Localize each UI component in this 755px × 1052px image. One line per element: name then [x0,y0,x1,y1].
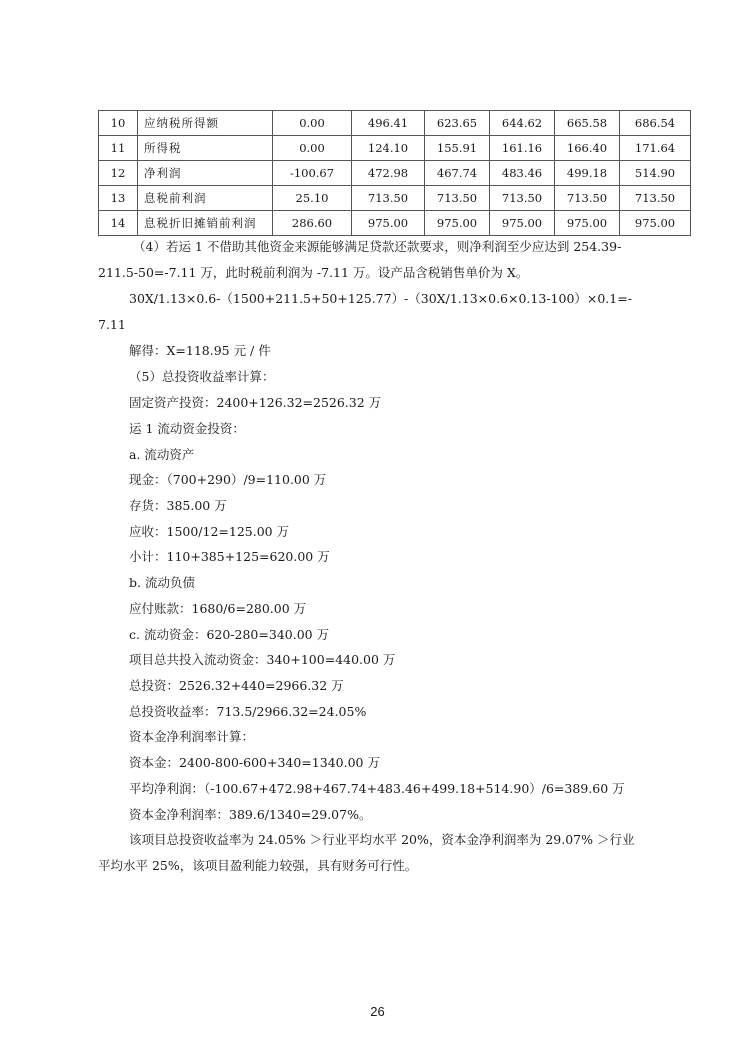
table-row [99,211,691,236]
value-cell: 155.91 [425,136,490,161]
value-cell: -100.67 [273,161,352,186]
conclusion-line1: 该项目总投资收益率为 24.05% ＞行业平均水平 20%，资本金净利润率为 29.07% ＞行业 [129,832,635,847]
conclusion-line2: 平均水平 25%，该项目盈利能力较强，具有财务可行性。 [98,858,418,873]
value-cell: 161.16 [490,136,555,161]
equation-line2: 7.11 [98,317,126,332]
equity-capital-line: 资本金：2400-800-600+340=1340.00 万 [129,755,380,770]
row-number-cell: 11 [99,136,138,161]
row-number-cell: 12 [99,161,138,186]
value-cell: 623.65 [425,111,490,136]
value-cell: 166.40 [555,136,620,161]
receivables-line: 应收：1500/12=125.00 万 [129,524,290,539]
total-working-capital-line: 项目总共投入流动资金：340+100=440.00 万 [129,652,396,667]
row-number-cell: 14 [99,211,138,236]
row-label-cell: 息税折旧摊销前利润 [138,211,273,236]
table-row [99,111,691,136]
equity-return-line: 资本金净利润率：389.6/1340=29.07%。 [129,807,372,822]
value-cell: 171.64 [620,136,691,161]
paragraph-4-line1: （4）若运 1 不借助其他资金来源能够满足贷款还款要求，则净利润至少应达到 254.39- [133,239,622,254]
value-cell: 975.00 [490,211,555,236]
value-cell: 483.46 [490,161,555,186]
working-capital-line: c. 流动资金：620-280=340.00 万 [129,627,330,642]
fixed-asset-investment: 固定资产投资：2400+126.32=2526.32 万 [129,395,382,410]
average-net-profit-line: 平均净利润：（-100.67+472.98+467.74+483.46+499.18+514.90）/6=389.60 万 [129,781,625,796]
roi-line: 总投资收益率：713.5/2966.32=24.05% [129,704,367,719]
equation-line1: 30X/1.13×0.6-（1500+211.5+50+125.77）-（30X/1.13×0.6×0.13-100）×0.1=- [129,291,632,306]
cash-line: 现金：（700+290）/9=110.00 万 [129,472,327,487]
value-cell: 0.00 [273,111,352,136]
value-cell: 975.00 [425,211,490,236]
total-investment-line: 总投资：2526.32+440=2966.32 万 [129,678,344,693]
row-label-cell: 息税前利润 [138,186,273,211]
row-label-cell: 应纳税所得额 [138,111,273,136]
working-capital-heading: 运 1 流动资金投资： [129,421,245,436]
paragraph-4-line2: 211.5-50=-7.11 万，此时税前利润为 -7.11 万。设产品含税销售单价为 X。 [98,265,529,280]
value-cell: 496.41 [352,111,425,136]
value-cell: 286.60 [273,211,352,236]
value-cell: 975.00 [620,211,691,236]
value-cell: 499.18 [555,161,620,186]
value-cell: 975.00 [352,211,425,236]
value-cell: 644.62 [490,111,555,136]
payables-line: 应付账款：1680/6=280.00 万 [129,601,307,616]
value-cell: 0.00 [273,136,352,161]
page-number: 26 [370,1004,385,1019]
value-cell: 472.98 [352,161,425,186]
row-label-cell: 净利润 [138,161,273,186]
subtotal-line: 小计：110+385+125=620.00 万 [129,549,330,564]
current-liabilities-heading: b. 流动负债 [129,575,195,590]
table-row [99,186,691,211]
value-cell: 25.10 [273,186,352,211]
row-number-cell: 13 [99,186,138,211]
solution-line: 解得：X=118.95 元 / 件 [129,343,271,358]
value-cell: 713.50 [352,186,425,211]
inventory-line: 存货：385.00 万 [129,498,227,513]
table-row [99,136,691,161]
value-cell: 124.10 [352,136,425,161]
financial-table [98,110,691,236]
value-cell: 514.90 [620,161,691,186]
value-cell: 713.50 [555,186,620,211]
equity-return-heading: 资本金净利润率计算： [129,729,255,744]
section-5-heading: （5）总投资收益率计算： [129,369,275,384]
value-cell: 467.74 [425,161,490,186]
value-cell: 713.50 [490,186,555,211]
table-row [99,161,691,186]
value-cell: 686.54 [620,111,691,136]
value-cell: 713.50 [425,186,490,211]
value-cell: 975.00 [555,211,620,236]
row-label-cell: 所得税 [138,136,273,161]
row-number-cell: 10 [99,111,138,136]
current-assets-heading: a. 流动资产 [129,447,195,462]
value-cell: 665.58 [555,111,620,136]
value-cell: 713.50 [620,186,691,211]
